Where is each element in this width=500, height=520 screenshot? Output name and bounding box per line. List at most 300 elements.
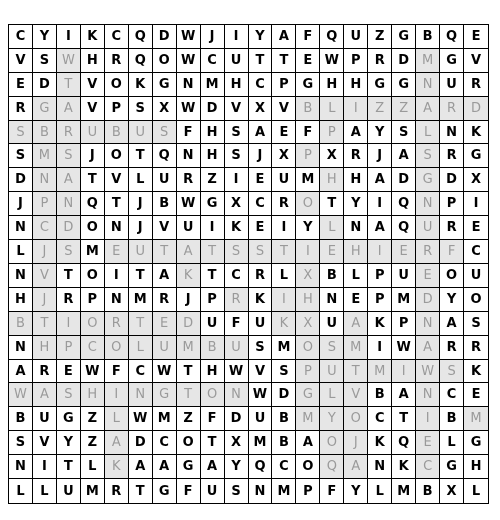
grid-cell[interactable]: B [368,383,392,407]
grid-cell[interactable]: P [201,288,225,312]
grid-cell[interactable]: O [81,264,105,288]
grid-cell[interactable]: G [153,383,177,407]
grid-cell[interactable]: W [177,192,201,216]
grid-cell[interactable]: N [416,73,440,97]
grid-cell[interactable]: I [368,336,392,360]
grid-cell[interactable]: T [177,360,201,384]
grid-cell[interactable]: K [225,216,249,240]
grid-cell[interactable]: T [129,264,153,288]
grid-cell[interactable]: E [392,240,416,264]
grid-cell[interactable]: T [57,264,81,288]
grid-cell[interactable]: R [272,192,296,216]
grid-cell[interactable]: X [296,312,320,336]
grid-cell[interactable]: E [464,383,488,407]
grid-cell[interactable]: O [440,264,464,288]
grid-cell[interactable]: Z [368,25,392,49]
grid-cell[interactable]: M [81,240,105,264]
grid-cell[interactable]: W [392,336,416,360]
grid-cell[interactable]: H [201,121,225,145]
grid-cell[interactable]: G [153,479,177,503]
grid-cell[interactable]: E [464,216,488,240]
grid-cell[interactable]: R [153,288,177,312]
grid-cell[interactable]: V [105,168,129,192]
grid-cell[interactable]: X [464,168,488,192]
grid-cell[interactable]: I [272,216,296,240]
grid-cell[interactable]: W [320,49,344,73]
grid-cell[interactable]: U [416,216,440,240]
grid-cell[interactable]: N [9,455,33,479]
grid-cell[interactable]: U [33,407,57,431]
grid-cell[interactable]: F [201,407,225,431]
grid-cell[interactable]: K [464,360,488,384]
grid-cell[interactable]: H [344,73,368,97]
grid-cell[interactable]: I [368,192,392,216]
grid-cell[interactable]: S [249,240,273,264]
grid-cell[interactable]: X [153,97,177,121]
grid-cell[interactable]: G [296,73,320,97]
grid-cell[interactable]: P [33,192,57,216]
grid-cell[interactable]: T [201,264,225,288]
grid-cell[interactable]: A [249,121,273,145]
grid-cell[interactable]: O [296,336,320,360]
grid-cell[interactable]: S [33,49,57,73]
grid-cell[interactable]: N [9,336,33,360]
grid-cell[interactable]: L [129,168,153,192]
grid-cell[interactable]: E [249,168,273,192]
grid-cell[interactable]: X [272,144,296,168]
grid-cell[interactable]: I [344,97,368,121]
grid-cell[interactable]: G [416,168,440,192]
grid-cell[interactable]: B [33,121,57,145]
grid-cell[interactable]: T [105,192,129,216]
grid-cell[interactable]: S [416,144,440,168]
grid-cell[interactable]: T [33,312,57,336]
grid-cell[interactable]: O [296,455,320,479]
grid-cell[interactable]: M [296,407,320,431]
grid-cell[interactable]: H [81,383,105,407]
grid-cell[interactable]: U [177,216,201,240]
grid-cell[interactable]: N [416,192,440,216]
grid-cell[interactable]: G [392,73,416,97]
grid-cell[interactable]: N [320,288,344,312]
grid-cell[interactable]: Q [129,49,153,73]
grid-cell[interactable]: R [225,288,249,312]
grid-cell[interactable]: K [129,73,153,97]
grid-cell[interactable]: U [57,479,81,503]
grid-cell[interactable]: L [440,431,464,455]
grid-cell[interactable]: S [464,312,488,336]
grid-cell[interactable]: L [33,479,57,503]
grid-cell[interactable]: U [225,336,249,360]
grid-cell[interactable]: G [296,383,320,407]
grid-cell[interactable]: R [464,73,488,97]
grid-cell[interactable]: I [416,407,440,431]
grid-cell[interactable]: J [249,144,273,168]
grid-cell[interactable]: Y [57,431,81,455]
grid-cell[interactable]: P [344,49,368,73]
grid-cell[interactable]: A [57,97,81,121]
grid-cell[interactable]: C [249,192,273,216]
grid-cell[interactable]: U [392,264,416,288]
grid-cell[interactable]: D [9,168,33,192]
grid-cell[interactable]: W [177,25,201,49]
grid-cell[interactable]: P [57,336,81,360]
grid-cell[interactable]: I [57,25,81,49]
grid-cell[interactable]: J [129,216,153,240]
grid-cell[interactable]: C [440,383,464,407]
grid-cell[interactable]: N [368,455,392,479]
grid-cell[interactable]: K [272,312,296,336]
grid-cell[interactable]: H [296,288,320,312]
grid-cell[interactable]: L [272,264,296,288]
grid-cell[interactable]: A [344,121,368,145]
grid-cell[interactable]: E [320,240,344,264]
grid-cell[interactable]: D [392,49,416,73]
grid-cell[interactable]: S [57,383,81,407]
grid-cell[interactable]: Z [201,168,225,192]
grid-cell[interactable]: J [9,192,33,216]
grid-cell[interactable]: A [368,168,392,192]
grid-cell[interactable]: C [33,216,57,240]
grid-cell[interactable]: I [105,383,129,407]
grid-cell[interactable]: E [344,288,368,312]
grid-cell[interactable]: M [368,360,392,384]
grid-cell[interactable]: K [368,431,392,455]
grid-cell[interactable]: E [272,121,296,145]
grid-cell[interactable]: F [320,479,344,503]
grid-cell[interactable]: K [368,312,392,336]
grid-cell[interactable]: S [392,121,416,145]
grid-cell[interactable]: S [9,431,33,455]
grid-cell[interactable]: N [105,216,129,240]
grid-cell[interactable]: L [471,483,481,499]
grid-cell[interactable]: C [416,455,440,479]
grid-cell[interactable]: U [201,479,225,503]
grid-cell[interactable]: Z [177,407,201,431]
grid-cell[interactable]: P [320,121,344,145]
grid-cell[interactable]: M [464,407,488,431]
grid-cell[interactable]: Y [33,25,57,49]
grid-cell[interactable]: G [368,73,392,97]
grid-cell[interactable]: A [153,264,177,288]
grid-cell[interactable]: T [249,49,273,73]
grid-cell[interactable]: D [153,25,177,49]
grid-cell[interactable]: P [368,264,392,288]
grid-cell[interactable]: T [392,407,416,431]
grid-cell[interactable]: S [272,360,296,384]
grid-cell[interactable]: B [272,431,296,455]
grid-cell[interactable]: J [201,25,225,49]
grid-cell[interactable]: X [225,192,249,216]
grid-cell[interactable]: G [177,455,201,479]
grid-cell[interactable]: Z [392,97,416,121]
grid-cell[interactable]: H [9,288,33,312]
grid-cell[interactable]: T [81,168,105,192]
grid-cell[interactable]: S [225,144,249,168]
grid-cell[interactable]: W [129,407,153,431]
grid-cell[interactable]: J [33,288,57,312]
grid-cell[interactable]: B [416,25,440,49]
grid-cell[interactable]: Q [392,192,416,216]
grid-cell[interactable]: M [129,288,153,312]
grid-cell[interactable]: X [440,479,464,503]
grid-cell[interactable]: M [249,431,273,455]
grid-cell[interactable]: D [201,97,225,121]
grid-cell[interactable]: R [464,336,488,360]
grid-cell[interactable]: E [105,240,129,264]
grid-cell[interactable]: G [440,49,464,73]
grid-cell[interactable]: E [296,49,320,73]
grid-cell[interactable]: H [201,144,225,168]
grid-cell[interactable]: L [416,121,440,145]
grid-cell[interactable]: G [153,73,177,97]
grid-cell[interactable]: O [81,216,105,240]
grid-cell[interactable]: J [129,192,153,216]
grid-cell[interactable]: N [249,479,273,503]
grid-cell[interactable]: K [464,121,488,145]
grid-cell[interactable]: I [33,455,57,479]
grid-cell[interactable]: K [177,264,201,288]
grid-cell[interactable]: P [440,192,464,216]
grid-cell[interactable]: R [105,479,129,503]
grid-cell[interactable]: C [129,360,153,384]
grid-cell[interactable]: C [153,431,177,455]
grid-cell[interactable]: I [225,168,249,192]
grid-cell[interactable]: G [440,455,464,479]
grid-cell[interactable]: T [57,455,81,479]
grid-cell[interactable]: P [272,73,296,97]
grid-cell[interactable]: V [33,431,57,455]
grid-cell[interactable]: H [320,73,344,97]
grid-cell[interactable]: T [201,431,225,455]
grid-cell[interactable]: K [392,455,416,479]
grid-cell[interactable]: C [105,25,129,49]
grid-cell[interactable]: X [296,264,320,288]
grid-cell[interactable]: X [249,97,273,121]
grid-cell[interactable]: Q [392,431,416,455]
grid-cell[interactable]: V [344,383,368,407]
grid-cell[interactable]: S [129,97,153,121]
grid-cell[interactable]: B [105,121,129,145]
grid-cell[interactable]: H [225,73,249,97]
grid-cell[interactable]: R [57,288,81,312]
grid-cell[interactable]: D [177,312,201,336]
grid-cell[interactable]: J [368,144,392,168]
grid-cell[interactable]: M [416,49,440,73]
grid-cell[interactable]: S [320,336,344,360]
grid-cell[interactable]: S [225,479,249,503]
grid-cell[interactable]: A [344,312,368,336]
grid-cell[interactable]: E [57,360,81,384]
grid-cell[interactable]: R [57,121,81,145]
grid-cell[interactable]: T [272,49,296,73]
grid-cell[interactable]: J [177,288,201,312]
grid-cell[interactable]: W [81,360,105,384]
grid-cell[interactable]: M [177,336,201,360]
grid-cell[interactable]: H [320,168,344,192]
grid-cell[interactable]: U [201,312,225,336]
grid-cell[interactable]: R [249,264,273,288]
grid-cell[interactable]: K [105,455,129,479]
grid-cell[interactable]: U [153,336,177,360]
grid-cell[interactable]: P [368,288,392,312]
grid-cell[interactable]: J [81,144,105,168]
grid-cell[interactable]: M [272,336,296,360]
grid-cell[interactable]: A [272,25,296,49]
grid-cell[interactable]: V [81,73,105,97]
grid-cell[interactable]: T [129,144,153,168]
grid-cell[interactable]: B [9,312,33,336]
grid-cell[interactable]: I [201,216,225,240]
grid-cell[interactable]: U [249,312,273,336]
grid-cell[interactable]: B [320,264,344,288]
grid-cell[interactable]: N [440,121,464,145]
grid-cell[interactable]: I [57,312,81,336]
grid-cell[interactable]: D [57,216,81,240]
grid-cell[interactable]: A [392,383,416,407]
grid-cell[interactable]: G [464,431,488,455]
grid-cell[interactable]: T [57,73,81,97]
grid-cell[interactable]: O [201,383,225,407]
grid-cell[interactable]: L [9,240,33,264]
grid-cell[interactable]: L [105,407,129,431]
grid-cell[interactable]: Z [81,407,105,431]
grid-cell[interactable]: G [57,407,81,431]
grid-cell[interactable]: S [225,240,249,264]
grid-cell[interactable]: U [153,168,177,192]
grid-cell[interactable]: I [392,360,416,384]
grid-cell[interactable]: V [249,360,273,384]
grid-cell[interactable]: L [129,336,153,360]
grid-cell[interactable]: B [296,97,320,121]
grid-cell[interactable]: R [33,360,57,384]
grid-cell[interactable]: Y [440,288,464,312]
grid-cell[interactable]: E [416,431,440,455]
grid-cell[interactable]: V [33,264,57,288]
grid-cell[interactable]: C [368,407,392,431]
grid-cell[interactable]: Q [320,455,344,479]
grid-cell[interactable]: B [440,407,464,431]
grid-cell[interactable]: Q [320,25,344,49]
grid-cell[interactable]: Q [440,25,464,49]
grid-cell[interactable]: Y [320,407,344,431]
grid-cell[interactable]: N [9,216,33,240]
grid-cell[interactable]: U [344,25,368,49]
grid-cell[interactable]: Q [81,192,105,216]
grid-cell[interactable]: Q [392,216,416,240]
grid-cell[interactable]: S [9,121,33,145]
grid-cell[interactable]: Q [153,144,177,168]
grid-cell[interactable]: G [464,144,488,168]
grid-cell[interactable]: O [464,288,488,312]
grid-cell[interactable]: S [57,144,81,168]
grid-cell[interactable]: L [320,97,344,121]
grid-cell[interactable]: L [320,216,344,240]
grid-cell[interactable]: A [153,455,177,479]
grid-cell[interactable]: A [392,144,416,168]
grid-cell[interactable]: V [9,49,33,73]
grid-cell[interactable]: O [105,336,129,360]
grid-cell[interactable]: R [368,49,392,73]
grid-cell[interactable]: Y [249,25,273,49]
grid-cell[interactable]: D [392,168,416,192]
grid-cell[interactable]: V [272,97,296,121]
grid-cell[interactable]: D [464,97,488,121]
grid-cell[interactable]: J [344,431,368,455]
grid-cell[interactable]: G [392,25,416,49]
grid-cell[interactable]: M [153,407,177,431]
grid-cell[interactable]: N [177,73,201,97]
grid-cell[interactable]: N [416,312,440,336]
grid-cell[interactable]: U [440,73,464,97]
grid-cell[interactable]: R [440,216,464,240]
grid-cell[interactable]: T [201,240,225,264]
grid-cell[interactable]: P [296,144,320,168]
grid-cell[interactable]: O [344,407,368,431]
grid-cell[interactable]: X [320,144,344,168]
grid-cell[interactable]: R [9,97,33,121]
grid-cell[interactable]: I [368,240,392,264]
grid-cell[interactable]: C [464,240,488,264]
grid-cell[interactable]: S [9,144,33,168]
grid-cell[interactable]: F [177,479,201,503]
grid-cell[interactable]: A [129,455,153,479]
grid-cell[interactable]: S [153,121,177,145]
grid-cell[interactable]: S [57,240,81,264]
grid-cell[interactable]: A [416,336,440,360]
grid-cell[interactable]: D [225,407,249,431]
grid-cell[interactable]: Z [81,431,105,455]
grid-cell[interactable]: V [225,97,249,121]
grid-cell[interactable]: M [344,336,368,360]
grid-cell[interactable]: R [416,240,440,264]
grid-cell[interactable]: A [201,455,225,479]
grid-cell[interactable]: M [272,479,296,503]
grid-cell[interactable]: N [33,168,57,192]
grid-cell[interactable]: C [81,336,105,360]
grid-cell[interactable]: G [33,97,57,121]
grid-cell[interactable]: U [129,121,153,145]
grid-cell[interactable]: Y [225,455,249,479]
grid-cell[interactable]: Z [368,97,392,121]
grid-cell[interactable]: Y [344,192,368,216]
grid-cell[interactable]: B [9,407,33,431]
grid-cell[interactable]: F [177,121,201,145]
grid-cell[interactable]: P [296,360,320,384]
grid-cell[interactable]: T [177,383,201,407]
grid-cell[interactable]: F [296,121,320,145]
grid-cell[interactable]: I [272,288,296,312]
grid-cell[interactable]: R [344,144,368,168]
grid-cell[interactable]: R [440,336,464,360]
grid-cell[interactable]: I [464,192,488,216]
grid-cell[interactable]: U [249,407,273,431]
grid-cell[interactable]: D [272,383,296,407]
grid-cell[interactable]: R [105,312,129,336]
grid-cell[interactable]: O [105,144,129,168]
grid-cell[interactable]: C [201,49,225,73]
grid-cell[interactable]: O [296,192,320,216]
grid-cell[interactable]: K [81,25,105,49]
grid-cell[interactable]: N [416,383,440,407]
grid-cell[interactable]: N [225,383,249,407]
grid-cell[interactable]: K [249,288,273,312]
grid-cell[interactable]: Q [249,455,273,479]
grid-cell[interactable]: L [368,479,392,503]
grid-cell[interactable]: D [129,431,153,455]
grid-cell[interactable]: E [153,312,177,336]
grid-cell[interactable]: C [249,73,273,97]
